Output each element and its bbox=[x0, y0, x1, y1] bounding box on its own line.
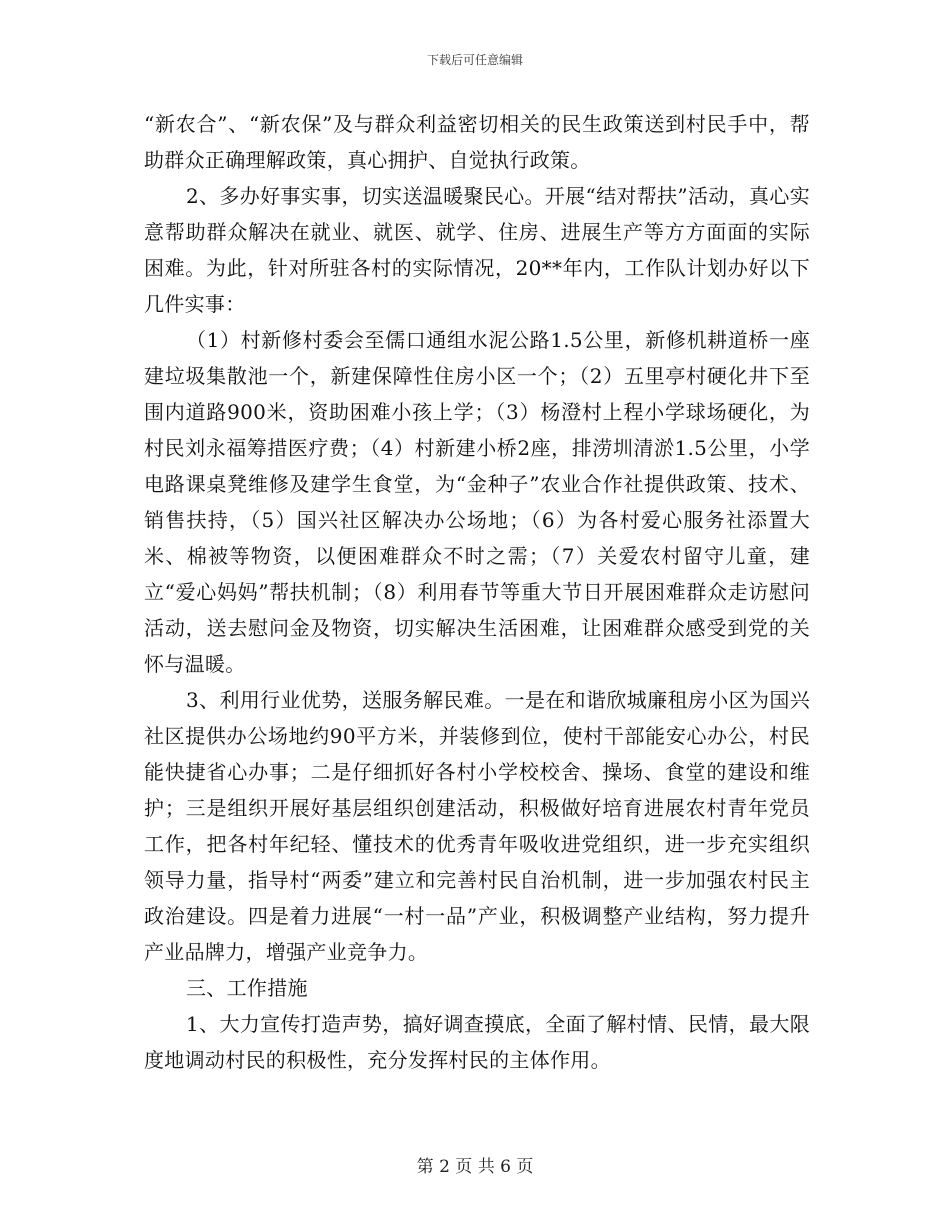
section-heading-work-measures: 三、工作措施 bbox=[186, 976, 308, 1000]
paragraph-measure-1: 1、大力宣传打造声势，搞好调查摸底，全面了解村情、民情，最大限度地调动村民的积极性，充分发挥村民的主体作用。 bbox=[144, 1012, 810, 1072]
paragraph-item-3: 3、利用行业优势，送服务解民难。一是在和谐欣城廉租房小区为国兴社区提供办公场地约90平方米，并装修到位，使村干部能安心办公，村民能快捷省心办事；二是仔细抓好各村小学校校舍、操场、食堂的建设和维护；三是组织开展好基层组织创建活动，积极做好培育进展农村青年党员工作，把各村年纪轻、懂技术的优秀青年吸收进党组织，进一步充实组织领导力量，指导村“两委”建立和完善村民自治机制，进一步加强农村民主政治建设。四是着力进展“一村一品”产业，积极调整产业结构，努力提升产业品牌力，增强产业竞争力。 bbox=[144, 688, 810, 964]
page-footer: 第 2 页 共 6 页 bbox=[416, 1157, 534, 1177]
paragraph-item-list: （1）村新修村委会至儒口通组水泥公路1.5公里，新修机耕道桥一座建垃圾集散池一个，新建保障性住房小区一个；（2）五里亭村硬化井下至围内道路900米，资助困难小孩上学；（3）杨澄村上程小学球场硬化，为村民刘永福筹措医疗费；（4）村新建小桥2座，排涝圳清淤1.5公里，小学电路课桌凳维修及建学生食堂，为“金种子”农业合作社提供政策、技术、销售扶持，（5）国兴社区解决办公场地；（6）为各村爱心服务社添置大米、棉被等物资，以便困难群众不时之需；（7）关爱农村留守儿童，建立“爱心妈妈”帮扶机制；（8）利用春节等重大节日开展困难群众走访慰问活动，送去慰问金及物资，切实解决生活困难，让困难群众感受到党的关怀与温暖。 bbox=[144, 328, 810, 676]
paragraph-item-2: 2、多办好事实事，切实送温暖聚民心。开展“结对帮扶”活动，真心实意帮助群众解决在就业、就医、就学、住房、进展生产等方方面面的实际困难。为此，针对所驻各村的实际情况，20**年内，工作队计划办好以下几件实事： bbox=[144, 184, 810, 316]
paragraph-continuation: “新农合”、“新农保”及与群众利益密切相关的民生政策送到村民手中，帮助群众正确理解政策，真心拥护、自觉执行政策。 bbox=[144, 112, 810, 172]
document-body bbox=[144, 106, 810, 1078]
page-header: 下载后可任意编辑 bbox=[426, 53, 523, 67]
